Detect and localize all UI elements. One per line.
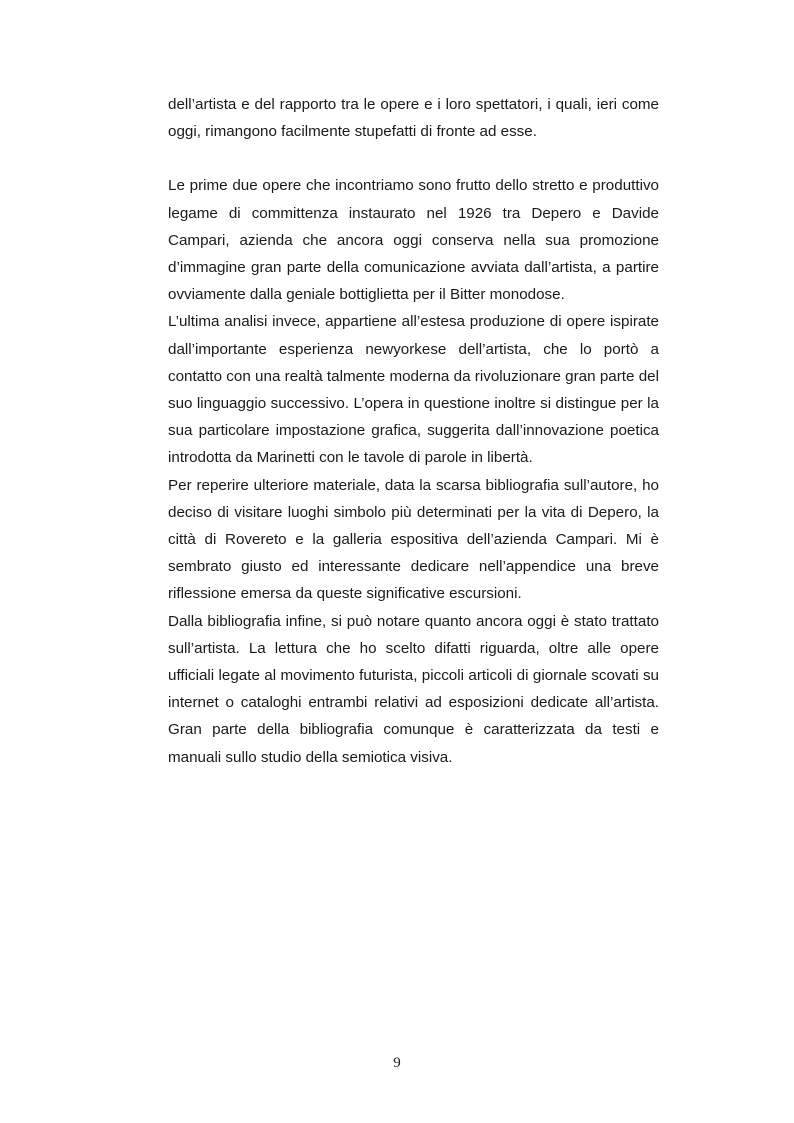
body-text <box>168 91 659 771</box>
paragraph-2: Le prime due opere che incontriamo sono frutto dello stretto e produttivo legame di committenza instaurato nel 1926 tra Depero e Davide Campari, azienda che ancora oggi conserva nella sua promozione d’immagine gran parte della comunicazione avviata dall’artista, a partire ovviamente dalla geniale bottiglietta per il Bitter monodose. <box>168 177 659 304</box>
paragraph-5: Dalla bibliografia infine, si può notare quanto ancora oggi è stato trattato sull’artista. La lettura che ho scelto difatti riguarda, oltre alle opere ufficiali legate al movimento futurista, piccoli articoli di giornale scovati su internet o cataloghi entrambi relativi ad esposizioni dedicate all’artista. Gran parte della bibliografia comunque è caratterizzata da testi e manuali sullo studio della semiotica visiva. <box>168 612 659 766</box>
paragraph-1: dell’artista e del rapporto tra le opere e i loro spettatori, i quali, ieri come oggi, rimangono facilmente stupefatti di fronte ad esse. <box>168 96 659 141</box>
page-number: 9 <box>393 1055 401 1071</box>
paragraph-4: Per reperire ulteriore materiale, data la scarsa bibliografia sull’autore, ho deciso di visitare luoghi simbolo più determinati per la vita di Depero, la città di Rovereto e la galleria espositiva dell’azienda Campari. Mi è sembrato giusto ed interessante dedicare nell’appendice una breve riflessione emersa da queste significative escursioni. <box>168 476 659 603</box>
paragraph-3: L’ultima analisi invece, appartiene all’estesa produzione di opere ispirate dall’importante esperienza newyorkese dell’artista, che lo portò a contatto con una realtà talmente moderna da rivoluzionare gran parte del suo linguaggio successivo. L’opera in questione inoltre si distingue per la sua particolare impostazione grafica, suggerita dall’innovazione poetica introdotta da Marinetti con le tavole di parole in libertà. <box>168 313 659 467</box>
